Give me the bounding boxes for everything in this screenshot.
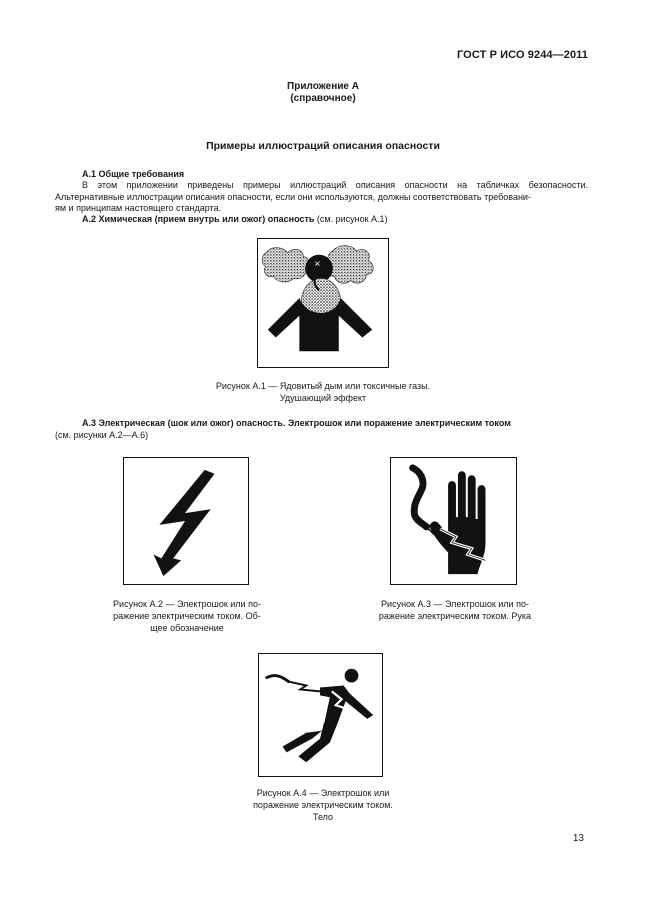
figure-a4-caption-line2: поражение электрическим током.	[253, 800, 393, 810]
toxic-fumes-icon	[258, 239, 388, 367]
section-a2-ref: (см. рисунок А.1)	[314, 214, 388, 224]
appendix-subtitle: (справочное)	[290, 93, 356, 104]
appendix-title: Приложение А	[287, 81, 359, 92]
lightning-bolt-icon	[124, 458, 248, 584]
electric-hand-icon	[391, 458, 516, 584]
figure-a4-caption-line3: Тело	[312, 812, 334, 822]
section-a3-ref: (см. рисунки А.2—А.6)	[55, 429, 149, 440]
section-a1-line1: В этом приложении приведены примеры иллюстраций описания опасности на табличках безопасности. Альтернативные иллюстрации описания опасности, если они используются, должны соответствовать требовани-	[55, 180, 588, 202]
document-header: ГОСТ Р ИСО 9244—2011	[456, 49, 588, 61]
appendix-heading	[0, 81, 646, 105]
figure-a2-frame	[123, 457, 249, 585]
section-a2-title: А.2 Химическая (прием внутрь или ожог) опасность	[82, 214, 315, 224]
section-a2-heading	[82, 214, 388, 224]
figure-a1-caption	[180, 380, 466, 404]
figure-a2-caption-line3: щее обозначение	[150, 623, 224, 633]
figure-a2-caption-line2: ражение электрическим током. Об-	[113, 611, 261, 621]
figure-a4-caption-line1: Рисунок А.4 — Электрошок или	[256, 788, 390, 798]
figure-a3-caption-line1: Рисунок А.3 — Электрошок или по-	[381, 599, 529, 609]
electric-body-icon	[259, 654, 382, 776]
figure-a4-frame	[258, 653, 383, 777]
main-title: Примеры иллюстраций описания опасности	[206, 140, 440, 152]
figure-a3-caption	[360, 598, 550, 622]
page-number: 13	[572, 833, 584, 844]
section-a1-title: А.1 Общие требования	[82, 169, 185, 179]
figure-a2-caption	[92, 598, 282, 634]
figure-a3-caption-line2: ражение электрическим током. Рука	[378, 611, 532, 621]
figure-a3-frame	[390, 457, 517, 585]
section-a3-heading	[55, 418, 588, 441]
svg-text:✕: ✕	[314, 259, 321, 269]
section-a1-paragraph	[55, 180, 588, 215]
section-a3-title: А.3 Электрическая (шок или ожог) опасность. Электрошок или поражение электрическим током	[82, 418, 511, 428]
section-a1-line2: ям и принципам настоящего стандарта.	[55, 203, 222, 213]
figure-a1-caption-line1: Рисунок А.1 — Ядовитый дым или токсичные газы.	[215, 381, 431, 391]
figure-a1-frame	[257, 238, 389, 368]
figure-a1-caption-line2: Удушающий эффект	[279, 393, 367, 403]
figure-a4-caption	[228, 787, 418, 823]
figure-a2-caption-line1: Рисунок А.2 — Электрошок или по-	[113, 599, 261, 609]
